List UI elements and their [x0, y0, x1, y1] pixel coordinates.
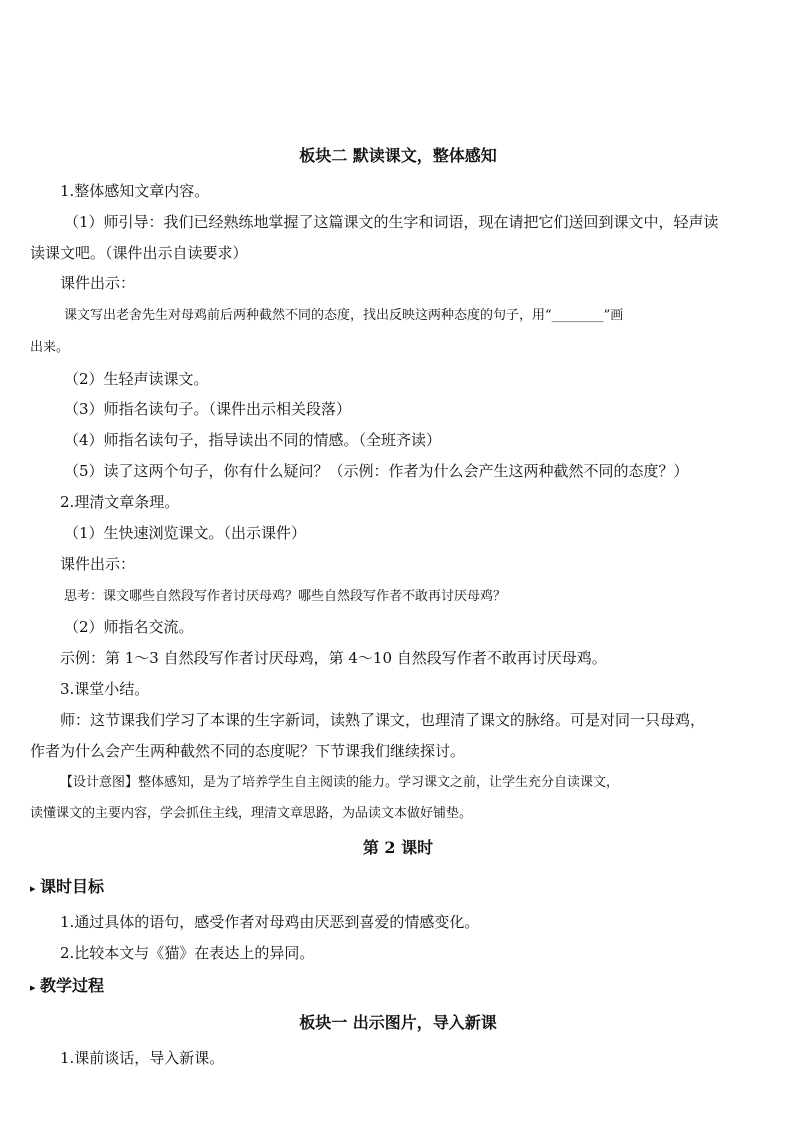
item-3: 3.课堂小结。	[60, 680, 150, 698]
section-title: 板块二 默读课文，整体感知	[299, 146, 497, 165]
paragraph-3: （3）师指名读句子。（课件出示相关段落）	[64, 400, 352, 418]
goals-heading-text: 课时目标	[40, 877, 105, 896]
goal-2: 2.比较本文与《猫》在表达上的异同。	[60, 944, 315, 962]
design-intent-b: 读懂课文的主要内容，学会抓住主线，理清文章思路，为品读文本做好铺垫。	[30, 806, 473, 821]
paragraph-5: （5）读了这两个句子，你有什么疑问？（示例：作者为什么会产生这两种截然不同的态度？）	[64, 462, 689, 480]
item-2: 2.理清文章条理。	[60, 493, 180, 511]
teacher-summary-b: 作者为什么会产生两种截然不同的态度呢？下节课我们继续探讨。	[30, 742, 466, 760]
lesson-title: 第 2 课时	[362, 838, 434, 857]
process-heading	[30, 976, 766, 998]
courseware-label-1: 课件出示：	[60, 274, 136, 292]
triangle-bullet-icon: ▸	[30, 882, 36, 895]
courseware-text-1b: 出来。	[30, 340, 70, 355]
goals-heading	[30, 877, 766, 899]
example-text: 示例：第 1～3 自然段写作者讨厌母鸡，第 4～10 自然段写作者不敢再讨厌母鸡。	[60, 649, 607, 667]
question-1: （1）生快速浏览课文。（出示课件）	[64, 524, 307, 542]
process-heading-text: 教学过程	[40, 976, 105, 995]
goal-1: 1.通过具体的语句，感受作者对母鸡由厌恶到喜爱的情感变化。	[60, 913, 480, 931]
paragraph-4: （4）师指名读句子，指导读出不同的情感。（全班齐读）	[64, 431, 442, 449]
paragraph-1a: （1）师引导：我们已经熟练地掌握了这篇课文的生字和词语，现在请把它们送回到课文中，轻声读	[64, 213, 719, 231]
design-intent-a: 【设计意图】整体感知，是为了培养学生自主阅读的能力。学习课文之前，让学生充分自读课文，	[60, 775, 620, 790]
item-1: 1.整体感知文章内容。	[60, 182, 210, 200]
paragraph-1b: 读课文吧。（课件出示自读要求）	[30, 244, 248, 262]
courseware-text-1a: 课文写出老舍先生对母鸡前后两种截然不同的态度，找出反映这两种态度的句子，用“________”画	[64, 308, 624, 323]
block-1-item-1: 1.课前谈话，导入新课。	[60, 1049, 225, 1067]
triangle-bullet-icon: ▸	[30, 981, 36, 994]
question-2: （2）师指名交流。	[64, 618, 194, 636]
teacher-summary-a: 师：这节课我们学习了本课的生字新词，读熟了课文，也理清了课文的脉络。可是对同一只母鸡，	[60, 711, 706, 729]
courseware-label-2: 课件出示：	[60, 555, 136, 573]
paragraph-2: （2）生轻声读课文。	[64, 370, 209, 388]
block-1-title: 板块一 出示图片，导入新课	[299, 1013, 497, 1032]
courseware-text-2: 思考：课文哪些自然段写作者讨厌母鸡？哪些自然段写作者不敢再讨厌母鸡？	[64, 589, 507, 604]
